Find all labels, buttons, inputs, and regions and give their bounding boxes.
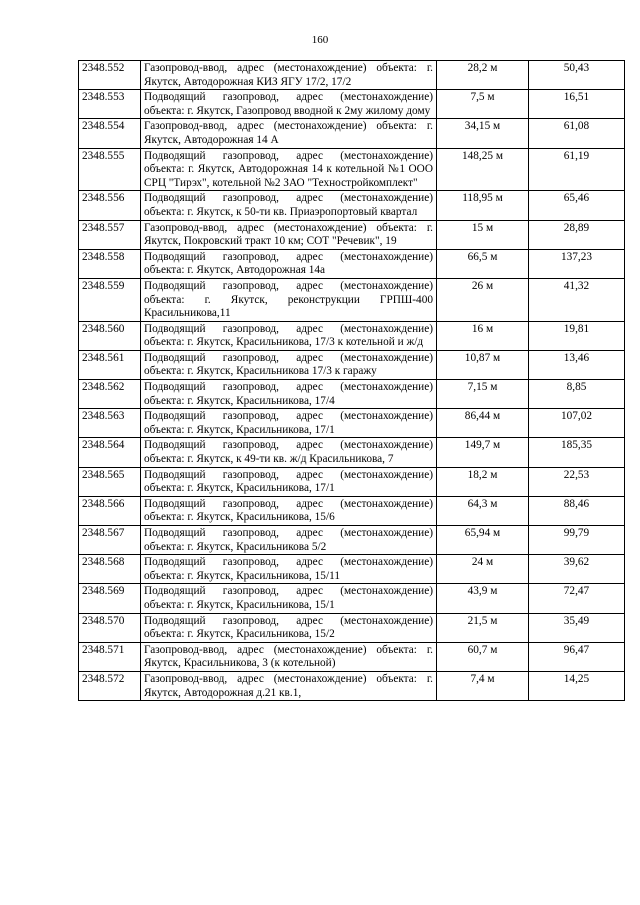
table-row — [79, 438, 625, 467]
row-code-cell: 2348.554 — [79, 119, 141, 148]
row-value-cell: 16,51 — [529, 90, 625, 119]
row-code-cell: 2348.561 — [79, 350, 141, 379]
row-code-cell: 2348.571 — [79, 642, 141, 671]
table-row — [79, 191, 625, 220]
row-length-cell: 7,5 м — [437, 90, 529, 119]
row-length-cell: 86,44 м — [437, 409, 529, 438]
row-description-cell: Подводящий газопровод, адрес (местонахождение) объекта: г. Якутск, Красильникова 5/2 — [141, 526, 437, 555]
row-code-cell: 2348.570 — [79, 613, 141, 642]
row-length-cell: 64,3 м — [437, 496, 529, 525]
row-code-cell: 2348.566 — [79, 496, 141, 525]
row-value-cell: 88,46 — [529, 496, 625, 525]
row-value-cell: 41,32 — [529, 278, 625, 321]
row-code-cell: 2348.557 — [79, 220, 141, 249]
row-length-cell: 10,87 м — [437, 350, 529, 379]
table-row — [79, 350, 625, 379]
row-description-cell: Газопровод-ввод, адрес (местонахождение) объекта: г. Якутск, Автодорожная КИЗ ЯГУ 17/2, 17/2 — [141, 61, 437, 90]
row-description-cell: Подводящий газопровод, адрес (местонахождение) объекта: г. Якутск, Автодорожная 14а — [141, 249, 437, 278]
table-row — [79, 467, 625, 496]
row-length-cell: 7,15 м — [437, 380, 529, 409]
row-length-cell: 15 м — [437, 220, 529, 249]
table-row — [79, 613, 625, 642]
row-length-cell: 148,25 м — [437, 148, 529, 191]
row-length-cell: 43,9 м — [437, 584, 529, 613]
row-description-cell: Подводящий газопровод, адрес (местонахождение) объекта: г. Якутск, Красильникова, 17/3 к котельной и ж/д — [141, 321, 437, 350]
row-length-cell: 149,7 м — [437, 438, 529, 467]
row-length-cell: 118,95 м — [437, 191, 529, 220]
row-length-cell: 26 м — [437, 278, 529, 321]
row-code-cell: 2348.553 — [79, 90, 141, 119]
row-length-cell: 7,4 м — [437, 671, 529, 700]
table-row — [79, 61, 625, 90]
row-description-cell: Подводящий газопровод, адрес (местонахождение) объекта: г. Якутск, Красильникова, 15/1 — [141, 584, 437, 613]
property-registry-table — [78, 60, 625, 701]
table-row — [79, 278, 625, 321]
registry-table-body — [79, 61, 625, 701]
table-row — [79, 321, 625, 350]
row-code-cell: 2348.569 — [79, 584, 141, 613]
row-code-cell: 2348.559 — [79, 278, 141, 321]
row-value-cell: 107,02 — [529, 409, 625, 438]
row-length-cell: 28,2 м — [437, 61, 529, 90]
table-row — [79, 380, 625, 409]
row-code-cell: 2348.564 — [79, 438, 141, 467]
row-value-cell: 39,62 — [529, 555, 625, 584]
row-description-cell: Газопровод-ввод, адрес (местонахождение) объекта: г. Якутск, Красильникова, 3 (к котельной) — [141, 642, 437, 671]
table-row — [79, 409, 625, 438]
table-row — [79, 220, 625, 249]
row-value-cell: 61,08 — [529, 119, 625, 148]
row-description-cell: Подводящий газопровод, адрес (местонахождение) объекта: г. Якутск, к 50-ти кв. Приаэропортовый квартал — [141, 191, 437, 220]
row-value-cell: 13,46 — [529, 350, 625, 379]
row-value-cell: 99,79 — [529, 526, 625, 555]
row-description-cell: Подводящий газопровод, адрес (местонахождение) объекта: г. Якутск, Газопровод вводной к 2му жилому дому — [141, 90, 437, 119]
row-description-cell: Газопровод-ввод, адрес (местонахождение) объекта: г. Якутск, Покровский тракт 10 км; СОТ "Речевик", 19 — [141, 220, 437, 249]
row-length-cell: 16 м — [437, 321, 529, 350]
row-description-cell: Газопровод-ввод, адрес (местонахождение) объекта: г. Якутск, Автодорожная 14 А — [141, 119, 437, 148]
row-value-cell: 65,46 — [529, 191, 625, 220]
row-length-cell: 18,2 м — [437, 467, 529, 496]
row-value-cell: 14,25 — [529, 671, 625, 700]
row-description-cell: Подводящий газопровод, адрес (местонахождение) объекта: г. Якутск, Красильникова, 17/1 — [141, 467, 437, 496]
page-number: 160 — [311, 34, 329, 46]
row-code-cell: 2348.572 — [79, 671, 141, 700]
table-row — [79, 90, 625, 119]
table-row — [79, 526, 625, 555]
row-value-cell: 19,81 — [529, 321, 625, 350]
row-length-cell: 60,7 м — [437, 642, 529, 671]
row-description-cell: Газопровод-ввод, адрес (местонахождение) объекта: г. Якутск, Автодорожная д.21 кв.1, — [141, 671, 437, 700]
row-code-cell: 2348.558 — [79, 249, 141, 278]
row-value-cell: 96,47 — [529, 642, 625, 671]
row-code-cell: 2348.563 — [79, 409, 141, 438]
row-value-cell: 35,49 — [529, 613, 625, 642]
row-length-cell: 65,94 м — [437, 526, 529, 555]
table-row — [79, 671, 625, 700]
row-description-cell: Подводящий газопровод, адрес (местонахождение) объекта: г. Якутск, к 49-ти кв. ж/д Красильникова, 7 — [141, 438, 437, 467]
row-length-cell: 66,5 м — [437, 249, 529, 278]
row-description-cell: Подводящий газопровод, адрес (местонахождение) объекта: г. Якутск, Красильникова, 15/11 — [141, 555, 437, 584]
table-row — [79, 148, 625, 191]
row-code-cell: 2348.555 — [79, 148, 141, 191]
row-length-cell: 34,15 м — [437, 119, 529, 148]
row-value-cell: 28,89 — [529, 220, 625, 249]
table-row — [79, 119, 625, 148]
row-code-cell: 2348.565 — [79, 467, 141, 496]
row-value-cell: 22,53 — [529, 467, 625, 496]
row-value-cell: 185,35 — [529, 438, 625, 467]
row-code-cell: 2348.562 — [79, 380, 141, 409]
row-code-cell: 2348.556 — [79, 191, 141, 220]
row-length-cell: 24 м — [437, 555, 529, 584]
row-description-cell: Подводящий газопровод, адрес (местонахождение) объекта: г. Якутск, Красильникова, 15/6 — [141, 496, 437, 525]
table-row — [79, 249, 625, 278]
row-code-cell: 2348.567 — [79, 526, 141, 555]
table-row — [79, 555, 625, 584]
row-description-cell: Подводящий газопровод, адрес (местонахождение) объекта: г. Якутск, Автодорожная 14 к котельной №1 ООО СРЦ "Тирэх", котельной №2 ЗАО "Техностройкомплект" — [141, 148, 437, 191]
row-value-cell: 50,43 — [529, 61, 625, 90]
row-description-cell: Подводящий газопровод, адрес (местонахождение) объекта: г. Якутск, Красильникова, 17/1 — [141, 409, 437, 438]
row-value-cell: 72,47 — [529, 584, 625, 613]
row-code-cell: 2348.560 — [79, 321, 141, 350]
table-row — [79, 496, 625, 525]
row-length-cell: 21,5 м — [437, 613, 529, 642]
row-value-cell: 137,23 — [529, 249, 625, 278]
row-value-cell: 8,85 — [529, 380, 625, 409]
row-value-cell: 61,19 — [529, 148, 625, 191]
row-code-cell: 2348.568 — [79, 555, 141, 584]
row-description-cell: Подводящий газопровод, адрес (местонахождение) объекта: г. Якутск, Красильникова, 17/4 — [141, 380, 437, 409]
row-description-cell: Подводящий газопровод, адрес (местонахождение) объекта: г. Якутск, Красильникова 17/3 к гаражу — [141, 350, 437, 379]
table-row — [79, 642, 625, 671]
row-description-cell: Подводящий газопровод, адрес (местонахождение) объекта: г. Якутск, реконструкции ГРПШ-400 Красильникова,11 — [141, 278, 437, 321]
table-row — [79, 584, 625, 613]
row-description-cell: Подводящий газопровод, адрес (местонахождение) объекта: г. Якутск, Красильникова, 15/2 — [141, 613, 437, 642]
row-code-cell: 2348.552 — [79, 61, 141, 90]
